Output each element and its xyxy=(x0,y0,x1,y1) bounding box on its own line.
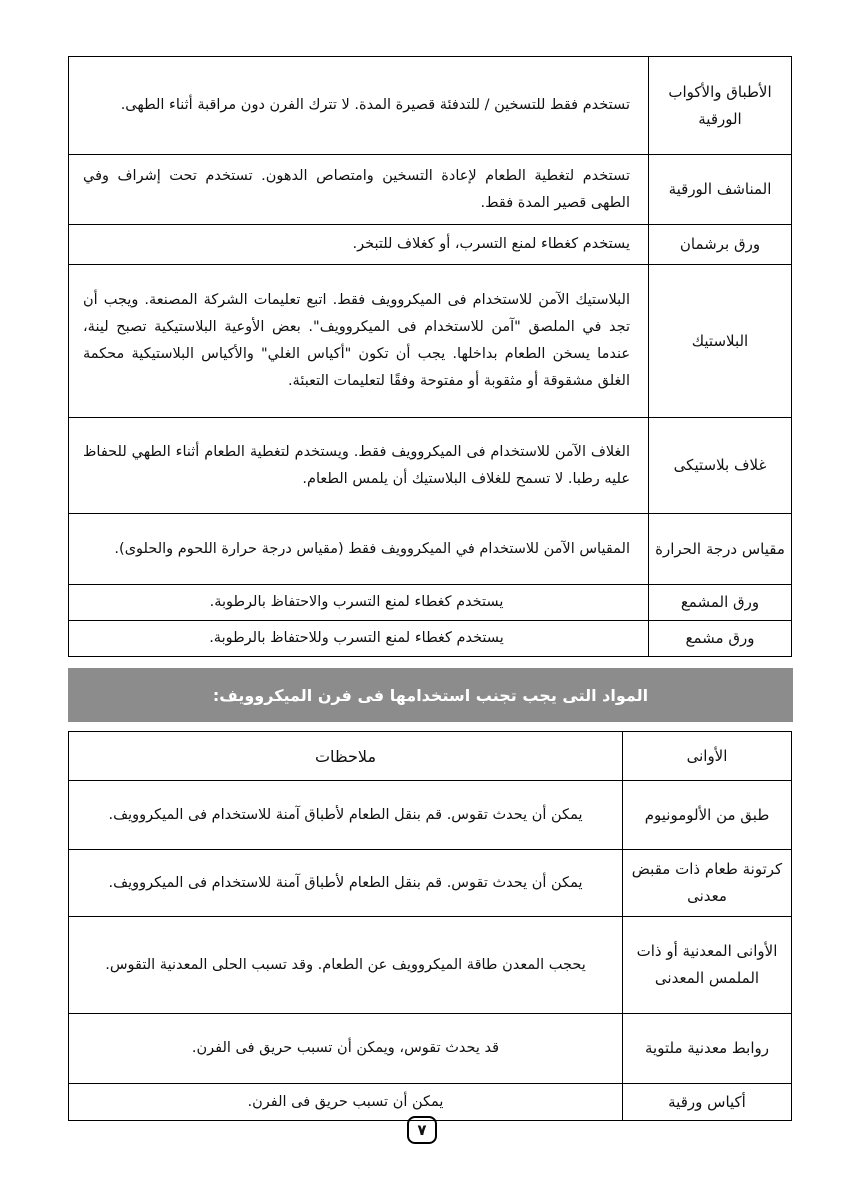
utensil-name: أكياس ورقية xyxy=(623,1084,792,1121)
table-row xyxy=(69,514,792,585)
utensil-name: الأوانى المعدنية أو ذات الملمس المعدنى xyxy=(623,917,792,1014)
avoid-materials-table xyxy=(68,731,792,1121)
table-row xyxy=(69,57,792,155)
material-name: ورق برشمان xyxy=(649,225,792,265)
utensil-note: يمكن أن يحدث تقوس. قم بنقل الطعام لأطباق آمنة للاستخدام فى الميكروويف. xyxy=(69,850,623,917)
utensil-note: قد يحدث تقوس، ويمكن أن تسبب حريق فى الفرن. xyxy=(69,1014,623,1084)
material-name: البلاستيك xyxy=(649,265,792,418)
table-row xyxy=(69,418,792,514)
table-row xyxy=(69,917,792,1014)
table-row xyxy=(69,1084,792,1121)
table-row xyxy=(69,225,792,265)
material-name: الأطباق والأكواب الورقية xyxy=(649,57,792,155)
table-row xyxy=(69,585,792,621)
table-row xyxy=(69,850,792,917)
safe-materials-table xyxy=(68,56,792,657)
utensil-name: كرتونة طعام ذات مقبض معدنى xyxy=(623,850,792,917)
utensil-note: يحجب المعدن طاقة الميكروويف عن الطعام. وقد تسبب الحلى المعدنية التقوس. xyxy=(69,917,623,1014)
material-name: المناشف الورقية xyxy=(649,155,792,225)
material-name: مقياس درجة الحرارة xyxy=(649,514,792,585)
material-description: تستخدم فقط للتسخين / للتدفئة قصيرة المدة. لا تترك الفرن دون مراقبة أثناء الطهى. xyxy=(69,57,649,155)
material-description: يستخدم كغطاء لمنع التسرب وللاحتفاظ بالرطوبة. xyxy=(69,621,649,657)
table-row xyxy=(69,781,792,850)
material-description: يستخدم كغطاء لمنع التسرب والاحتفاظ بالرطوبة. xyxy=(69,585,649,621)
material-description: المقياس الآمن للاستخدام في الميكروويف فقط (مقياس درجة حرارة اللحوم والحلوى). xyxy=(69,514,649,585)
material-description: يستخدم كغطاء لمنع التسرب، أو كغلاف للتبخر. xyxy=(69,225,649,265)
table-row xyxy=(69,265,792,418)
utensil-note: يمكن أن يحدث تقوس. قم بنقل الطعام لأطباق آمنة للاستخدام فى الميكروويف. xyxy=(69,781,623,850)
section-title: المواد التى يجب تجنب استخدامها فى فرن الميكروويف: xyxy=(212,685,649,705)
table-row xyxy=(69,155,792,225)
notes-header: ملاحظات xyxy=(69,732,623,781)
table-row xyxy=(69,1014,792,1084)
material-name: غلاف بلاستيكى xyxy=(649,418,792,514)
utensil-name: طبق من الألومونيوم xyxy=(623,781,792,850)
material-name: ورق المشمع xyxy=(649,585,792,621)
utensil-name: روابط معدنية ملتوية xyxy=(623,1014,792,1084)
table-header-row xyxy=(69,732,792,781)
utensil-note: يمكن أن تسبب حريق فى الفرن. xyxy=(69,1084,623,1121)
material-description: تستخدم لتغطية الطعام لإعادة التسخين وامتصاص الدهون. تستخدم تحت إشراف وفي الطهى قصير المدة فقط. xyxy=(69,155,649,225)
section-banner xyxy=(68,668,793,722)
material-name: ورق مشمع xyxy=(649,621,792,657)
material-description: البلاستيك الآمن للاستخدام فى الميكروويف فقط. اتبع تعليمات الشركة المصنعة. ويجب أن تجد في الملصق "آمن للاستخدام فى الميكروويف". بعض الأوعية البلاستيكية تصبح لينة، عندما يسخن الطعام بداخلها. يجب أن تكون "أكياس الغلي" والأكياس البلاستيكية محكمة الغلق مشقوقة أو مثقوبة أو مفتوحة وفقًا لتعليمات التعبئة. xyxy=(69,265,649,418)
table-row xyxy=(69,621,792,657)
utensils-header: الأوانى xyxy=(623,732,792,781)
page-number: ٧ xyxy=(407,1116,437,1144)
material-description: الغلاف الآمن للاستخدام فى الميكروويف فقط. ويستخدم لتغطية الطعام أثناء الطهي للحفاظ عليه رطبا. لا تسمح للغلاف البلاستيك أن يلمس الطعام. xyxy=(69,418,649,514)
